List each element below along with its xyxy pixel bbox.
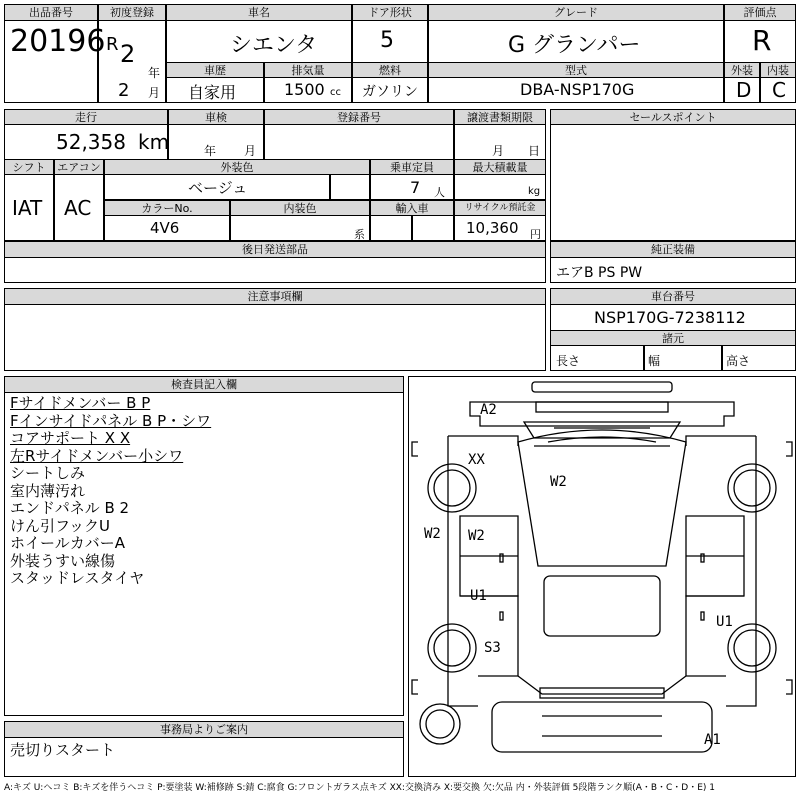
color-no-header: カラーNo.: [104, 200, 230, 216]
model: DBA-NSP170G: [520, 80, 635, 99]
ac: AC: [64, 196, 92, 220]
capacity-header: 乗車定員: [370, 159, 454, 175]
lot-no-header: 出品番号: [4, 4, 98, 21]
int-color-cell: [230, 215, 370, 241]
max-load-header: 最大積載量: [454, 159, 546, 175]
inspector-note: シートしみ: [10, 464, 86, 482]
sales-point-cell: [550, 124, 796, 241]
reg-year: 2: [120, 40, 136, 68]
inspector-note: 外装うすい線傷: [10, 551, 116, 570]
inspector-note: Fサイドメンバー B P: [10, 394, 151, 412]
mark-u1-right: U1: [716, 614, 733, 630]
model-header: 型式: [428, 62, 724, 78]
displacement-header: 排気量: [264, 62, 352, 78]
mark-w2-left: W2: [424, 526, 441, 542]
transfer-month: 月: [492, 144, 505, 158]
fuel: ガソリン: [362, 84, 418, 100]
mark-a1: A1: [704, 732, 721, 748]
capacity: 7: [410, 178, 421, 197]
factory-equip: エアB PS PW: [556, 265, 643, 281]
caution-header: 注意事項欄: [4, 288, 546, 305]
fuel-header: 燃料: [352, 62, 428, 78]
lot-no: 20196: [10, 24, 106, 59]
reg-month: 2: [118, 80, 130, 101]
reg-month-unit: 月: [148, 86, 161, 100]
import-cell-b: [412, 215, 454, 241]
car-name: シエンタ: [230, 33, 318, 58]
score: R: [752, 24, 772, 57]
ext-color-header: 外装色: [104, 159, 370, 175]
chassis-no-header: 車台番号: [550, 288, 796, 305]
width-label: 幅: [648, 354, 661, 368]
mark-w2-roof: W2: [550, 474, 567, 490]
interior-header: 内装: [760, 62, 796, 78]
displacement: 1500: [284, 80, 325, 99]
exterior-header: 外装: [724, 62, 760, 78]
max-load-unit: kg: [528, 186, 541, 197]
import-header: 輸入車: [370, 200, 454, 216]
height-label: 高さ: [726, 354, 751, 368]
inspector-note: けん引フックU: [10, 516, 110, 535]
int-color-header: 内装色: [230, 200, 370, 216]
caution-cell: [4, 304, 546, 371]
inspection-header: 車検: [168, 109, 264, 125]
ext-color-extra: [330, 174, 370, 200]
reg-no-cell: [264, 124, 454, 160]
mark-w2-cabin: W2: [468, 528, 485, 544]
recycle-header: リサイクル預託金: [454, 200, 546, 216]
inspector-header: 検査員記入欄: [4, 376, 404, 393]
inspector-note: コアサポート X X: [10, 429, 131, 447]
grade: G グランパー: [508, 33, 641, 58]
inspector-notes: [10, 395, 211, 588]
car-name-header: 車名: [166, 4, 352, 21]
inspector-note: エンドパネル B 2: [10, 499, 130, 517]
inspector-note: スタッドレスタイヤ: [10, 569, 145, 587]
import-cell-a: [370, 215, 412, 241]
int-color-unit: 系: [354, 228, 365, 241]
recycle: 10,360: [466, 219, 519, 237]
length-label: 長さ: [556, 354, 581, 368]
shift-header: シフト: [4, 159, 54, 175]
door: 5: [380, 28, 394, 53]
legend: A:キズ U:ヘコミ B:キズを伴うヘコミ P:要塗装 W:補修跡 S:錆 C:腐食 G:フロントガラス点キズ XX:交換済み X:要交換 欠:欠品 内・外装評価 5段階ランク順(A・B・C・D・E) 1: [4, 783, 716, 793]
mark-u1-left: U1: [470, 588, 487, 604]
inspector-note: 左Rサイドメンバー小シワ: [10, 446, 184, 465]
grade-header: グレード: [428, 4, 724, 21]
transfer-header: 譲渡書類期限: [454, 109, 546, 125]
inspector-note: Fインサイドパネル B P・シワ: [10, 411, 212, 430]
mark-a2: A2: [480, 402, 497, 418]
score-header: 評価点: [724, 4, 796, 21]
later-parts-header: 後日発送部品: [4, 241, 546, 258]
inspector-note: 室内薄汚れ: [10, 481, 86, 500]
color-no: 4V6: [150, 219, 180, 237]
office-note: 売切りスタート: [10, 741, 116, 759]
chassis-no: NSP170G-7238112: [594, 308, 746, 327]
office-header: 事務局よりご案内: [4, 721, 404, 738]
era: R: [106, 34, 119, 55]
ac-header: エアコン: [54, 159, 104, 175]
displacement-unit: cc: [330, 87, 341, 98]
recycle-unit: 円: [530, 228, 541, 241]
first-reg-header: 初度登録: [98, 4, 166, 21]
capacity-unit: 人: [434, 186, 445, 199]
car-damage-diagram: [408, 376, 796, 777]
mileage: 52,358: [56, 130, 126, 154]
factory-equip-header: 純正装備: [550, 241, 796, 258]
inspector-note: ホイールカバーA: [10, 534, 125, 552]
inspection-year: 年: [204, 144, 217, 158]
reg-year-unit: 年: [148, 66, 161, 80]
later-parts-cell: [4, 257, 546, 283]
sales-point-header: セールスポイント: [550, 109, 796, 125]
mark-s3: S3: [484, 640, 501, 656]
mileage-header: 走行: [4, 109, 168, 125]
shift: IAT: [12, 196, 43, 220]
door-header: ドア形状: [352, 4, 428, 21]
dimensions-header: 諸元: [550, 330, 796, 346]
ext-color: ベージュ: [188, 179, 248, 197]
inspection-month: 月: [244, 144, 257, 158]
interior-score: C: [772, 78, 786, 102]
history: 自家用: [188, 83, 237, 102]
reg-no-header: 登録番号: [264, 109, 454, 125]
exterior-score: D: [736, 78, 752, 102]
transfer-day: 日: [528, 144, 541, 158]
history-header: 車歴: [166, 62, 264, 78]
mark-xx: XX: [468, 452, 485, 468]
mileage-unit: km: [138, 130, 170, 154]
